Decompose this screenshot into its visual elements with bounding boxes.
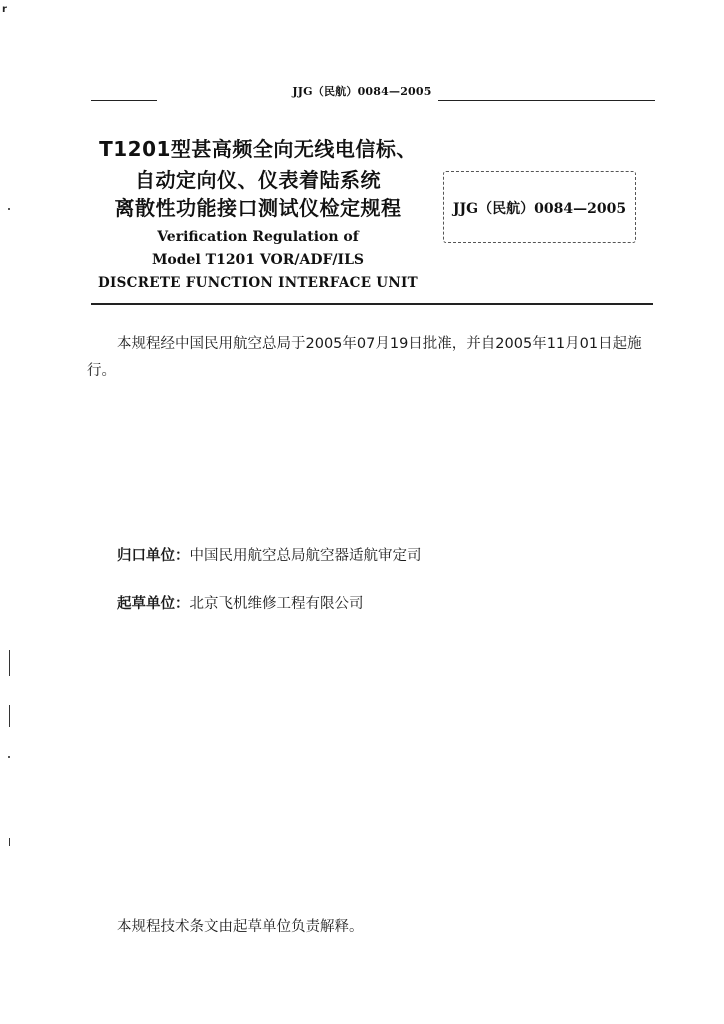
title-cn-line-1: T1201型甚高频全向无线电信标、 — [99, 137, 417, 161]
responsible-unit-label: 归口单位： — [117, 548, 190, 564]
running-header: JJG（民航）0084—2005 — [292, 85, 432, 98]
header-rule-left — [91, 100, 157, 101]
title-en-line-3: DISCRETE FUNCTION INTERFACE UNIT — [98, 275, 418, 291]
responsible-unit-line — [117, 544, 422, 565]
title-divider — [91, 303, 653, 305]
margin-scan-mark — [9, 705, 10, 727]
header-rule-right — [438, 100, 655, 101]
title-cn-line-2: 自动定向仪、仪表着陆系统 — [135, 168, 381, 192]
interpretation-note: 本规程技术条文由起草单位负责解释。 — [117, 919, 364, 935]
approval-paragraph: 本规程经中国民用航空总局于2005年07月19日批准，并自2005年11月01日起施行。 — [87, 336, 642, 379]
margin-scan-dot — [8, 208, 10, 210]
title-en-line-2: Model T1201 VOR/ADF/ILS — [151, 252, 365, 268]
margin-scan-dot — [8, 756, 10, 758]
document-number-box — [443, 171, 636, 243]
margin-scan-mark — [9, 650, 10, 676]
responsible-unit-value: 中国民用航空总局航空器适航审定司 — [189, 548, 422, 564]
corner-crop-mark: r — [2, 4, 7, 15]
document-number: JJG（民航）0084—2005 — [452, 201, 627, 217]
drafting-unit-value: 北京飞机维修工程有限公司 — [189, 596, 364, 612]
title-cn-line-3: 离散性功能接口测试仪检定规程 — [114, 196, 402, 220]
drafting-unit-label: 起草单位： — [117, 596, 190, 612]
margin-scan-mark — [9, 838, 10, 846]
drafting-unit-line — [117, 592, 364, 613]
title-en-line-1: Verification Regulation of — [157, 229, 359, 245]
